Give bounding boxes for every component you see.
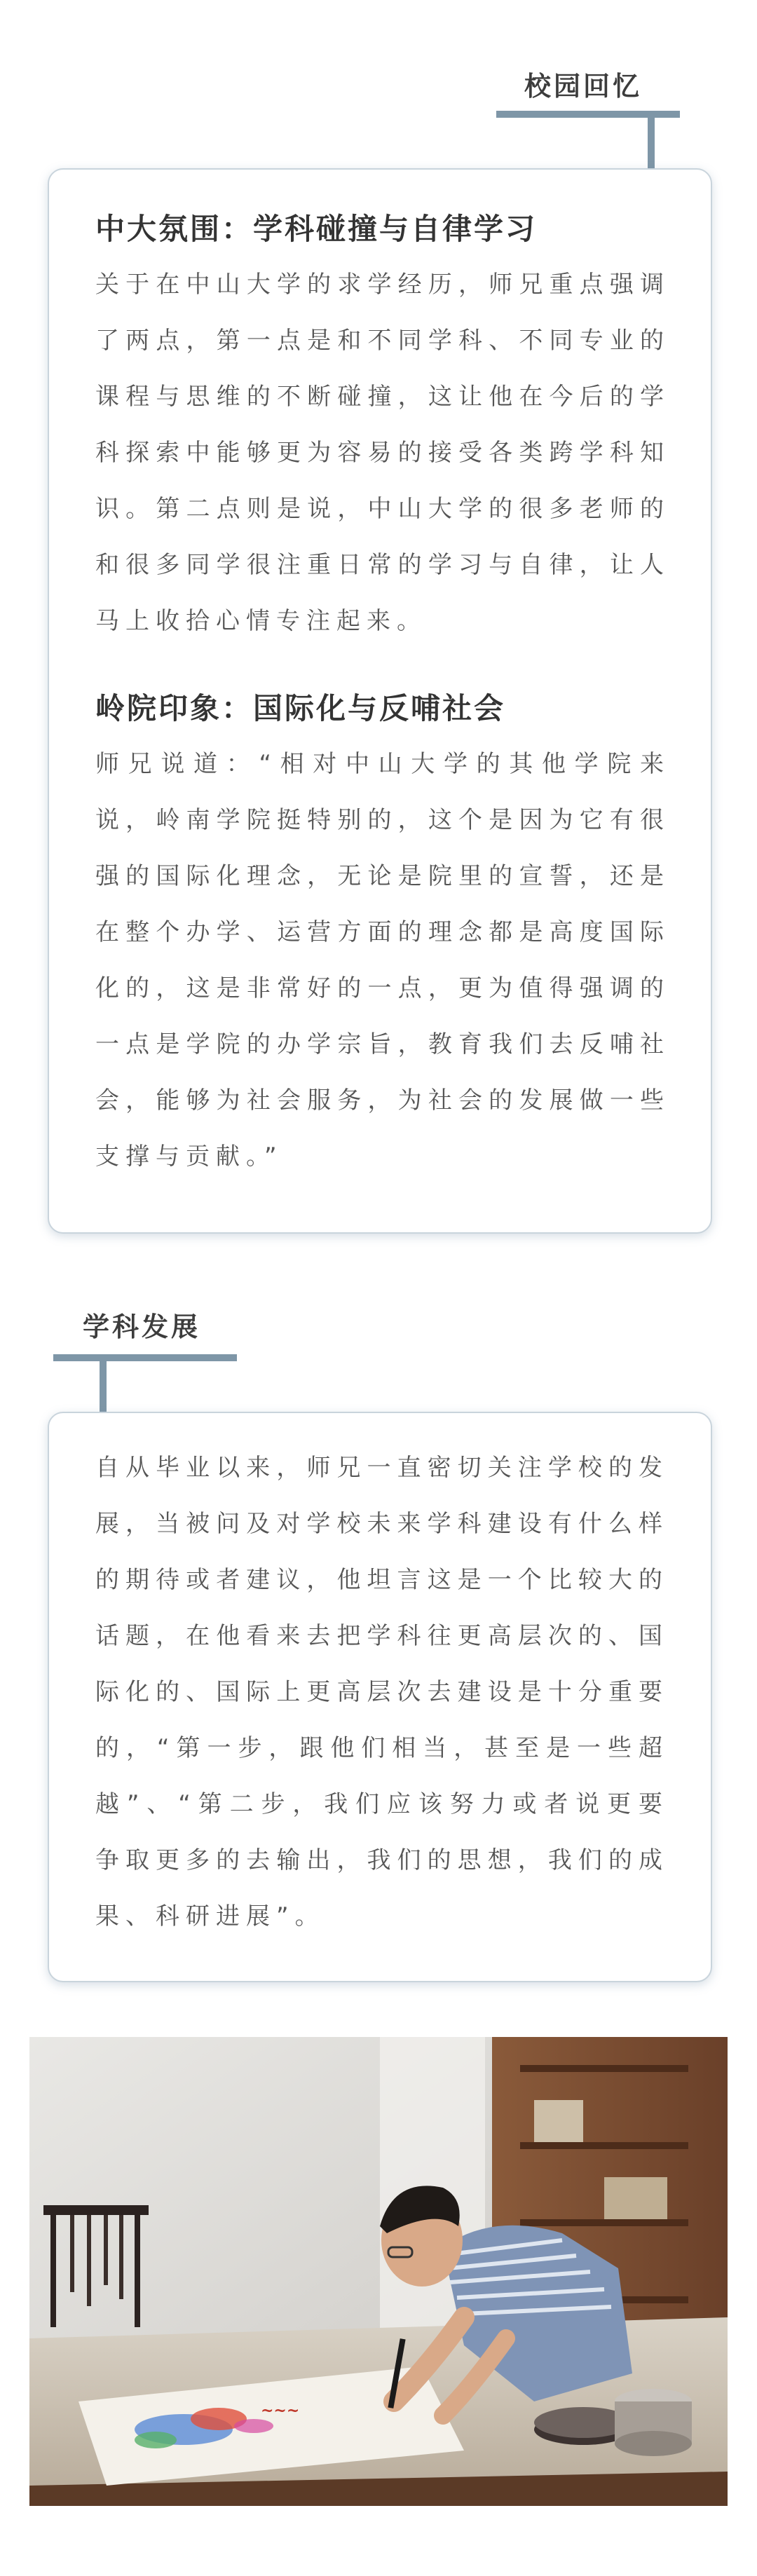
photo-illustration <box>29 2037 728 2506</box>
section-title-discipline: 学科发展 <box>83 1311 201 1342</box>
man-painting-calligraphy-photo <box>29 2037 728 2506</box>
discipline-text: 自从毕业以来，师兄一直密切关注学校的发展，当被问及对学校未来学科建设有什么样的期待或者建议，他坦言这是一个比较大的话题，在他看来去把学科往更高层次的、国际化的、国际上更高层次去建设是十分重要的，“第一步，跟他们相当，甚至是一些超越”、“第二步，我们应该努力或者说更要争取更多的去输出，我们的思想，我们的成果、科研进展”。 <box>95 1454 669 1930</box>
section-title-campus-memory: 校园回忆 <box>524 71 643 102</box>
block2-text: 师兄说道：“相对中山大学的其他学院来说，岭南学院挺特别的，这个是因为它有很强的国际化理念，无论是院里的宣誓，还是在整个办学、运营方面的理念都是高度国际化的，这是非常好的一点，更为值得强调的一点是学院的办学宗旨，教育我们去反哺社会，能够为社会服务，为社会的发展做一些支撑与贡献。” <box>95 750 670 1171</box>
block1-text: 关于在中山大学的求学经历，师兄重点强调了两点，第一点是和不同学科、不同专业的课程与思维的不断碰撞，这让他在今后的学科探索中能够更为容易的接受各类跨学科知识。第二点则是说，中山大学的很多老师的和很多同学很注重日常的学习与自律，让人马上收拾心情专注起来。 <box>95 271 670 635</box>
svg-text:~~~: ~~~ <box>261 2401 300 2420</box>
block2-title: 岭院印象：国际化与反哺社会 <box>95 691 506 725</box>
section-header-connector-2 <box>100 1354 107 1415</box>
discipline-card <box>48 1412 712 1982</box>
campus-memory-card <box>48 168 712 1234</box>
section-header-connector <box>648 111 655 170</box>
section-header-rule-2 <box>53 1354 237 1361</box>
block1-title: 中大氛围：学科碰撞与自律学习 <box>95 212 538 246</box>
